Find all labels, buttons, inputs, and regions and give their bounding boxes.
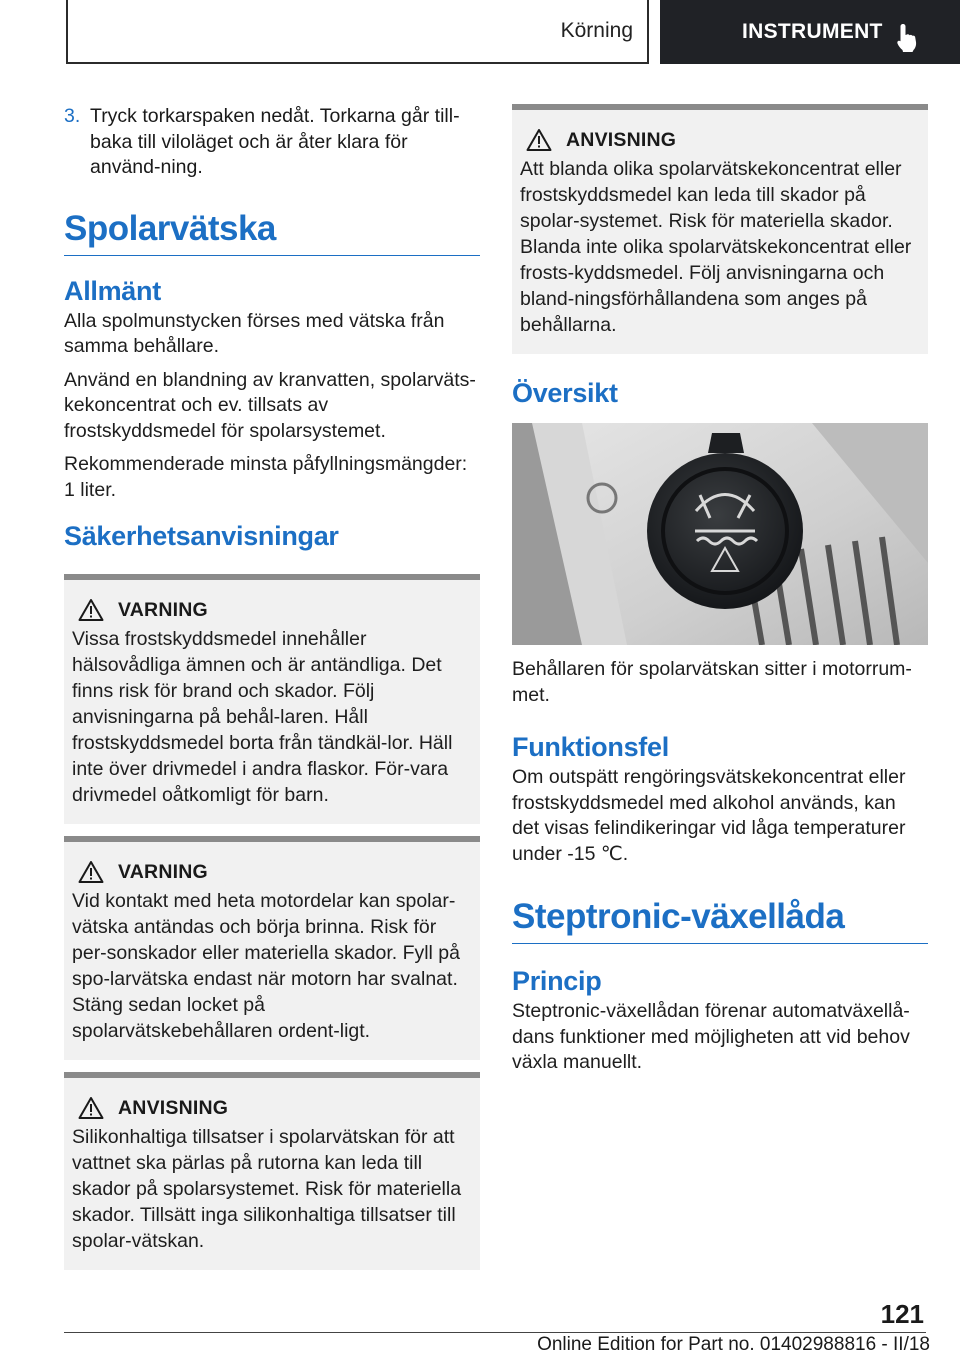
step-3 <box>64 104 480 181</box>
paragraph-general-1: Alla spolmunstycken förses med vätska från samma behållare. <box>64 309 445 357</box>
heading-overview: Översikt <box>512 378 618 408</box>
footer-edition: Online Edition for Part no. 01402988816 - II/18 <box>537 1334 930 1355</box>
reservoir-cap-image <box>512 423 928 645</box>
pointing-hand-icon <box>894 22 922 54</box>
heading-principle: Princip <box>512 966 602 996</box>
header-section-tab <box>66 0 649 64</box>
warning-box-2-text: Vid kontakt med heta motordelar kan spolar-vätska antändas och börja brinna. Risk för per-sonskador eller materiella skador. Fyll på spo-larvätska endast när motorn har svalnat. Stäng sedan locket på spolarvätskebehållaren ordent-ligt. <box>72 890 461 1042</box>
notice-box-1-title: ANVISNING <box>118 1096 229 1119</box>
step-text: Tryck torkarspaken nedåt. Torkarna går till-baka till viloläget och är åter klara för använd-ning. <box>90 105 460 178</box>
notice-box-1-text: Silikonhaltiga tillsatser i spolarvätskan för att vattnet ska pärlas på rutorna kan leda till skador på spolarsystemet. Risk för materiella skador. Tillsätt inga silikonhaltiga tillsatser till spolar-vätskan. <box>72 1126 462 1252</box>
washer-reservoir-photo <box>512 423 928 645</box>
step-number: 3. <box>64 105 81 127</box>
right-column <box>512 104 928 1084</box>
warning-box-2 <box>64 836 480 1060</box>
paragraph-general-3: Rekommenderade minsta påfyllningsmängder: 1 liter. <box>64 453 468 501</box>
warning-triangle-icon <box>526 128 552 152</box>
heading-steptronic: Steptronic-växellåda <box>512 897 928 944</box>
notice-box-2-text: Att blanda olika spolarvätskekoncentrat eller frostskyddsmedel kan leda till skador på spolar-systemet. Risk för materiella skador. Blanda inte olika spolarvätskekoncentrat eller frosts-kyddsmedel. Följ anvisningarna och bland-ningsförhållandena som anges på behållarna. <box>520 158 912 336</box>
paragraph-principle: Steptronic-växellådan förenar automatväxellå-dans funktioner med möjligheten att vid behov växla manuellt. <box>512 1000 910 1073</box>
notice-box-1 <box>64 1072 480 1270</box>
left-column <box>64 104 480 1270</box>
warning-triangle-icon <box>78 598 104 622</box>
warning-box-1-text: Vissa frostskyddsmedel innehåller hälsovådliga ämnen och är antändliga. Det finns risk för brand och skador. Följ anvisningarna på behål-laren. Håll frostskyddsmedel borta från tändkäl-lor. Häll inte över drivmedel i andra flaskor. För-vara drivmedel oåtkomligt för barn. <box>72 628 453 806</box>
header-chapter-label: INSTRUMENT <box>742 20 883 43</box>
warning-triangle-icon <box>78 860 104 884</box>
notice-box-2-title: ANVISNING <box>566 128 677 151</box>
warning-box-1-title: VARNING <box>118 598 208 621</box>
page-number: 121 <box>880 1299 924 1329</box>
warning-triangle-icon <box>78 1096 104 1120</box>
heading-malfunction: Funktionsfel <box>512 732 669 762</box>
warning-box-2-title: VARNING <box>118 860 208 883</box>
paragraph-malfunction: Om outspätt rengöringsvätskekoncentrat eller frostskyddsmedel med alkohol används, kan det visas felindikeringar vid låga temperaturer under -15 ℃. <box>512 766 906 865</box>
notice-box-2 <box>512 104 928 354</box>
paragraph-general-2: Använd en blandning av kranvatten, spolarväts-kekoncentrat och ev. tillsats av frostskyddsmedel för spolarsystemet. <box>64 368 476 442</box>
heading-general: Allmänt <box>64 275 161 306</box>
warning-box-1 <box>64 574 480 824</box>
header-section-label: Körning <box>560 19 633 42</box>
photo-caption: Behållaren för spolarvätskan sitter i motorrum-met. <box>512 658 912 706</box>
heading-safety: Säkerhetsanvisningar <box>64 521 339 551</box>
footer-divider <box>64 1332 926 1333</box>
heading-washer-fluid: Spolarvätska <box>64 209 480 256</box>
